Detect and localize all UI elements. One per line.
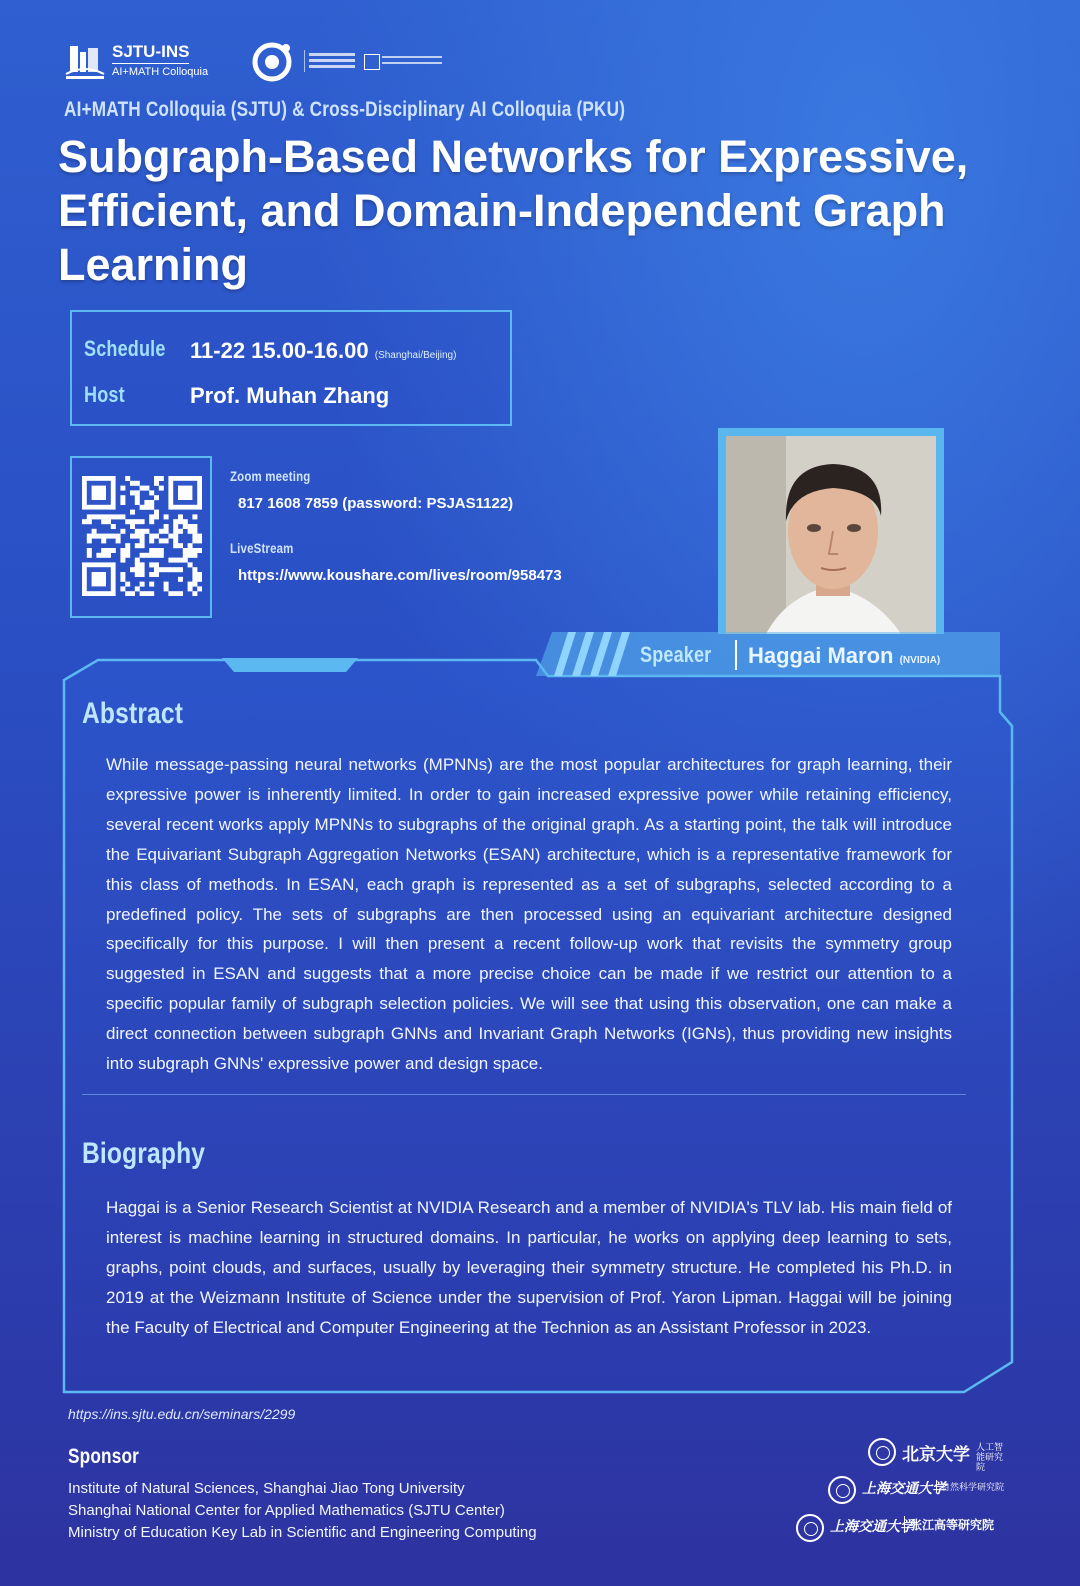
abstract-heading: Abstract bbox=[82, 697, 184, 730]
sponsor-heading: Sponsor bbox=[68, 1445, 139, 1468]
zjias-sub: 张江高等研究院 bbox=[904, 1516, 994, 1533]
qr-code[interactable] bbox=[70, 456, 212, 618]
pku-logo bbox=[868, 1438, 1048, 1472]
schedule-datetime bbox=[190, 338, 456, 364]
sjtu-ins-tagline: AI+MATH Colloquia bbox=[112, 66, 209, 78]
talk-title: Subgraph-Based Networks for Expressive, Efficient, and Domain-Independent Graph Learning bbox=[58, 131, 969, 290]
schedule-datetime-value: 11-22 15.00-16.00 bbox=[190, 338, 369, 363]
pku-name: 北京大学 bbox=[902, 1445, 970, 1465]
sponsor-item: Ministry of Education Key Lab in Scientific and Engineering Computing bbox=[68, 1524, 537, 1541]
sjtu-ins-name: SJTU-INS bbox=[112, 42, 189, 64]
section-divider bbox=[82, 1094, 966, 1095]
pku-ai-colloquia-label bbox=[382, 52, 442, 64]
speaker-affiliation: (NVIDIA) bbox=[899, 655, 941, 666]
sjtu-ins-emblem-icon bbox=[64, 42, 106, 82]
host-label: Host bbox=[84, 382, 125, 407]
speaker-name bbox=[748, 643, 940, 669]
sjtu-ins-sub: 自然科学研究院 bbox=[936, 1480, 1004, 1493]
sjtu-zjias-logo bbox=[796, 1514, 995, 1544]
speaker-name-text: Haggai Maron bbox=[748, 643, 894, 668]
colloquia-subtitle: AI+MATH Colloquia (SJTU) & Cross-Disciplinary AI Colloquia (PKU) bbox=[64, 98, 626, 121]
sjtu-seal-icon bbox=[796, 1514, 824, 1542]
sponsor-item: Institute of Natural Sciences, Shanghai Jiao Tong University bbox=[68, 1480, 465, 1497]
speaker-label: Speaker bbox=[640, 642, 712, 667]
zoom-label: Zoom meeting bbox=[230, 468, 311, 484]
schedule-timezone: (Shanghai/Beijing) bbox=[374, 350, 457, 361]
livestream-label: LiveStream bbox=[230, 540, 294, 556]
pku-sub: 人工智能研究院 bbox=[976, 1442, 1004, 1472]
sjtu-name: 上海交通大学 bbox=[830, 1519, 914, 1535]
livestream-link[interactable]: https://www.koushare.com/lives/room/958473 bbox=[238, 567, 562, 584]
biography-text: Haggai is a Senior Research Scientist at NVIDIA Research and a member of NVIDIA's TLV lab. His main field of interest is machine learning in structured domains. In particular, he works on applying deep learning to sets, graphs, point clouds, and surfaces, usually by leveraging their symmetry structure. He completed his Ph.D. in 2019 at the Weizmann Institute of Science under the supervision of Prof. Yaron Lipman. Haggai will be joining the Faculty of Electrical and Computer Engineering at the Technion as an Assistant Professor in 2023. bbox=[106, 1198, 952, 1337]
schedule-box bbox=[70, 310, 512, 426]
pku-ai-emblem-icon bbox=[252, 42, 294, 82]
sjtu-name: 上海交通大学 bbox=[862, 1481, 946, 1497]
host-name: Prof. Muhan Zhang bbox=[190, 383, 390, 408]
sjtu-seal-icon bbox=[828, 1476, 856, 1504]
pku-ai-logo bbox=[252, 42, 452, 82]
pku-ai-wordmark bbox=[304, 50, 355, 72]
abstract-text: While message-passing neural networks (MPNNs) are the most popular architectures for graph learning, their expressive power is inherently limited. In order to gain increased expressive power while retaining efficiency, several recent works apply MPNNs to subgraphs of the original graph. As a starting point, the talk will introduce the Equivariant Subgraph Aggregation Networks (ESAN) architecture, which is a representative framework for this class of methods. In ESAN, each graph is represented as a set of subgraphs, selected according to a predefined policy. The sets of subgraphs are then processed using an equivariant architecture designed specifically for this purpose. I will then present a recent follow-up work that revisits the symmetry group suggested in ESAN and suggests that a more precise choice can be made if we restrict our attention to a specific popular family of subgraph selection policies. We will see that using this observation, one can make a direct connection between subgraph GNNs and Invariant Graph Networks (IGNs), thus providing new insights into subgraph GNNs' expressive power and design space. bbox=[106, 755, 952, 1074]
schedule-label: Schedule bbox=[84, 336, 166, 361]
qr-code-icon bbox=[82, 476, 202, 596]
sponsor-item: Shanghai National Center for Applied Mathematics (SJTU Center) bbox=[68, 1502, 505, 1519]
sjtu-ins-footer-logo bbox=[828, 1476, 1008, 1506]
speaker-separator bbox=[735, 640, 737, 670]
zoom-meeting-id[interactable]: 817 1608 7859 (password: PSJAS1122) bbox=[238, 495, 514, 512]
sjtu-ins-logo bbox=[64, 40, 214, 84]
pku-seal-icon bbox=[868, 1438, 896, 1466]
seminar-url[interactable]: https://ins.sjtu.edu.cn/seminars/2299 bbox=[68, 1406, 296, 1422]
colloquia-square-icon bbox=[364, 54, 380, 70]
biography-heading: Biography bbox=[82, 1137, 206, 1170]
